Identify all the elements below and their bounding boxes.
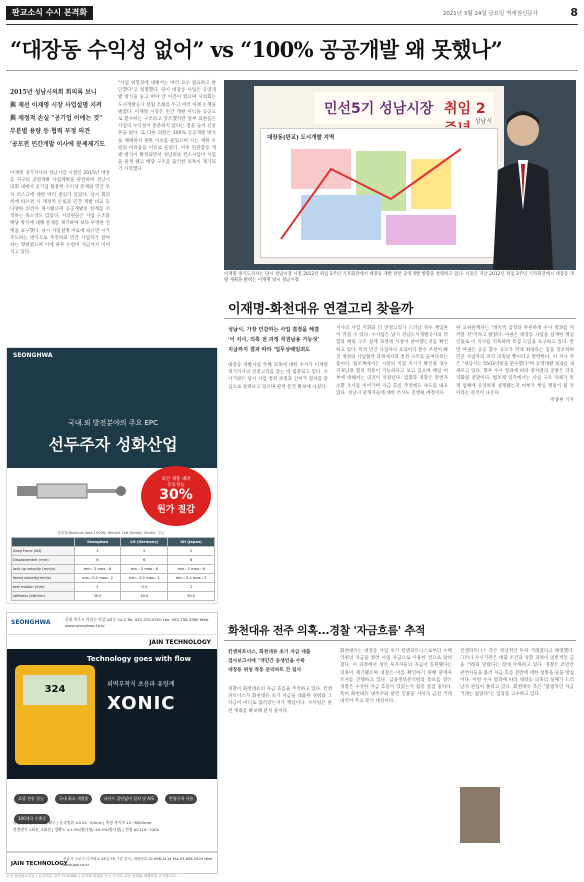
table-cell: 6 (121, 556, 168, 565)
table-cell: 30.0 (74, 592, 121, 601)
backdrop-banner (314, 92, 494, 124)
feature-chip: 100개국 수출중 (14, 814, 50, 824)
map-graphic (261, 129, 499, 259)
footer-brand: JAIN TECHNOLOGY (11, 861, 68, 867)
section-tag: 판교소식 수시 본격화 (6, 6, 93, 20)
section-subhead: 이재명-화천대유 연결고리 찾을까 (228, 302, 414, 317)
table-cell: 6 (168, 556, 215, 565)
feature-chip: 반영구적 사용 (165, 794, 197, 804)
table-cell: 2 (168, 547, 215, 556)
badge-percent: 30% (159, 487, 193, 503)
table-row (12, 547, 215, 556)
table-cell: 1 (74, 583, 121, 592)
lede-line: 지금까지 결과 따라 '업무상배임죄도 (228, 347, 311, 353)
news-photo (224, 80, 576, 270)
col1-lede (10, 86, 106, 151)
feature-chip: 파이프 절단없이 설치 및 A/S (100, 794, 158, 804)
table-cell: Displacement (mm) (12, 556, 75, 565)
col3-lede (228, 325, 328, 355)
ad-hero (7, 348, 218, 468)
table-header (12, 538, 75, 547)
col6-lede (228, 648, 332, 675)
main-headline: “대장동 수익성 없어” vs “100% 공공개발 왜 못했나” (10, 37, 503, 62)
table-cell: 6 (74, 556, 121, 565)
spec-table (11, 537, 215, 601)
second-subhead: 화천대유 전주 의혹...경찰 '자금흐름' 추적 (228, 624, 426, 637)
col5-body: 한 고위관계자는 "정치적 입장과 무관하게 수사 결과를 지켜볼 것"이라고 밝혔다. 야권은 대장동 사업을 설계한 핵심 인물로 이 지사를 지목하며 특검 도입을 요구하고 있다. 반면 여권은 공공 환수 규모가 역대 최대라는 점을 강조하며 민간 사업자의 비리 의혹일 뿐이라고 반박한다. 이 지사 측은 "성남시는 5503억원을 환수했다"며 공영개발 성과를 내세우고 있다. 향후 수사 결과에 따라 정치권의 공방은 더욱 격화될 전망이다. 법조계 일각에서는 사업 구조 자체가 특정 업체에 유리하게 설계됐는지 여부가 핵심 쟁점이 될 것이라는 분석이 나온다. (456, 326, 574, 396)
table-cell: min.: 2 max.: 6 (74, 565, 121, 574)
spec-line: 측정방식 1회선, 2회선 | 정확도 ±1.0%(방사형) ±0.5%(방사형) | 전원 AC110~220V (13, 827, 160, 832)
col5 (456, 325, 574, 404)
lede-line: '이 지사, 의혹 전 과정 직권남용 가능성' (228, 337, 319, 343)
lede-line: 무분별 용량 등 협력 부정 의견 (10, 128, 90, 135)
ad-product-desc: 외벽부착식 초음파 유량계 (107, 681, 175, 688)
badge-line: 외산 제품 대비 (161, 477, 191, 482)
table-cell: Drag Force (kN) (12, 547, 75, 556)
ad-brand: SEONGHWA (11, 619, 51, 626)
table-row (12, 592, 215, 601)
lede-line: 대장동 위성 작동 분리파트 간 일사 (228, 667, 302, 673)
ad-tagline: Technology goes with flow (87, 655, 192, 663)
map-label: 대장동(판교) 도시개발 지역 (267, 135, 335, 141)
table-cell: 0.5 (121, 583, 168, 592)
table-row (12, 565, 215, 574)
table-cell: 30.0 (168, 592, 215, 601)
spec-list (13, 819, 213, 833)
table-cell: lock up velocity (mm/s) (12, 565, 75, 574)
ad-address: 본점 전주시 덕진구 이상 4과동 24-2 Tel. 055-370-0200 Fax. 055-758-3960 Web. www.seonghwa.co.kr (65, 617, 210, 628)
ad-product-name: XONIC (107, 693, 176, 714)
ad-brand: SEONGHWA (13, 352, 53, 359)
development-map (260, 128, 498, 258)
lede-line: 與 재선 이재명 시장 사업설명 지켜 (10, 102, 102, 109)
second-rule (224, 640, 576, 641)
ad-header (7, 613, 218, 635)
col1-body: 이재명 경기지사의 성남시장 시절인 2015년 대장동 지구의 공영개발 사업계획을 관련하여 성남시의회 내에서 공기업 활용한 수익성 문제와 민간 투자 리스크에 대한 여러 질의가 있었다. 당시 회의록에 따르면 시 재정적 손실과 민간 개발 비교 등 다양한 의견이 제시됐으며 공공개발의 한계를 지적하는 목소리도 있었다. 시의원들은 사업 구조와 배당 방식에 대해 문제를 제기하며 보다 투명한 진행을 요구했다. 당시 사업설명 자료에 따르면 시가 주도하는 방식으로 추진하되 민간 사업자가 참여하는 형태였으며 이에 따른 논란이 지금까지 이어지고 있다. (10, 171, 110, 256)
lede-line: 검사보고서에 "개인간 동생인을 수록 (228, 658, 306, 664)
flowmeter-device-icon (15, 665, 95, 765)
table-cell: test motion (mm) (12, 583, 75, 592)
feature-chip: 초당 전송 성능 (14, 794, 48, 804)
spec-line: 측정대상 상수, 하수, 폐수 | 유속범위 ±0.02~20m/s | 측정 사이즈 12~6000mm (13, 820, 152, 825)
lede-line: 성남시, 가장 민감하는 사업 결정을 해결 (228, 327, 320, 333)
table-header: SH (Japan) (168, 538, 215, 547)
lede-line: 與 재정적 손실 "공기업 이에는 것" (10, 115, 103, 122)
ad-jain-xonic[interactable] (6, 612, 218, 874)
speaker-figure (488, 100, 558, 270)
table-row (12, 583, 215, 592)
feature-chip: 국내 최초 개발품 (55, 794, 93, 804)
col2-body: "사업 위험성에 대해서는 여러 요구 필요하고 판단했다"고 설명했다. 당시 대장동 사업은 공영개발 방식을 놓고 여야 간 이견이 컸으며 시의회는 도시개발공사 설립 조례를 두고 여러 차례 논쟁을 벌였다. 이재명 시장은 민간 개발 이익을 공공으로 환수하는 구조라고 강조했지만 일부 의원들은 사업의 수익성이 충분하지 않다는 점을 들어 신중론을 폈다. 또 다른 의원은 100% 공공개발 방식을 채택하지 못한 이유를 물었으며 시는 재원 조달의 어려움을 이유로 들었다. 이후 민관합동 개발 방식이 확정되면서 성남의뜰 컨소시엄이 사업을 맡게 됐고 배당 구조를 둘러싼 의혹이 제기되기 시작했다. (118, 81, 216, 173)
table-cell: 30.0 (121, 592, 168, 601)
table-cell: min.: 0.2 max.: 2 (74, 574, 121, 583)
col7-body: 화천대유는 대장동 사업 초기 킨앤파트너스로부터 수백억원의 자금을 빌려 사업 자금으로 사용한 것으로 알려졌다. 이 과정에서 개인 투자자들의 자금이 동원됐다는 의혹이 제기됐으며 경찰은 이를 확인하기 위해 관계자 조사를 진행하고 있다. 금융정보분석원의 통보를 받은 경찰은 수상한 자금 흐름이 있었는지 집중 점검 중이다. 특히 화천대유 대주주와 관련 인물들 사이의 금전 거래 내역이 주요 분석 대상이다. (340, 649, 452, 705)
table-header: LH (Germany) (121, 538, 168, 547)
page-footer: 주간 성남판교신문 | 등록번호 경기 아 00000 | 본지에 게재된 모든 기사의 무단 전재와 재배포를 금지합니다. (6, 874, 177, 878)
table-cell: min.: 2 max.: 6 (168, 565, 215, 574)
jain-logo: JAIN TECHNOLOGY (149, 639, 211, 646)
banner-subtitle: 취임 2 (444, 101, 486, 117)
ad-hero-small: 국내.외 발전분야의 주요 EPC (67, 419, 159, 427)
photo-caption: 이재명 경기도지사는 당시 성남시장 시절 2012년 취임 2주년 기자회견에서 대장동 개발 관련 공영개발 방향을 설명하고 있다. 사진은 지난 2012년 취임 2주년 기자회견에서 대장동 개발 계획을 밝히는 이재명 당시 성남시장. (224, 272, 574, 283)
badge-line: 동등성능 (167, 483, 185, 488)
issue-date: 2021년 3월 24일 금요일 역세권신문사 (442, 11, 538, 17)
footer-address: 서울시 구로구 디지털로 33길 55, 7층 본사, 대표번호 02-856-4114 Fax 02-856-9303 Web www.jain.co.kr (63, 857, 213, 867)
top-bar (6, 6, 578, 22)
ad-footer (7, 851, 218, 874)
badge-line: 원가 절감 (157, 505, 195, 515)
table-row (12, 556, 215, 565)
table-cell: min.: 2 max.: 6 (121, 565, 168, 574)
reporter-photo (460, 787, 500, 843)
table-cell: 2 (168, 583, 215, 592)
table-cell: min.: 0.2 max.: 2 (121, 574, 168, 583)
savings-badge (141, 466, 211, 526)
ad-seonghwa[interactable] (6, 347, 218, 604)
press-backdrop (254, 86, 504, 264)
table-cell: stiffness (kN/mm) (12, 592, 75, 601)
col3-body: 대장동 개발사업 특혜 의혹에 대한 수사가 이재명 경기지사의 연결고리를 찾는 데 집중되고 있다. 수사기관은 당시 사업 결정 과정과 인허가 절차를 중심으로 살펴보고 있으며 관련 문건 확보에 나섰다. (228, 363, 328, 390)
table-cell: 2 (121, 547, 168, 556)
headline-rule (6, 70, 578, 71)
table-header: Seonghwa (74, 538, 121, 547)
device-screen: 324 (23, 675, 87, 705)
top-rule (6, 24, 578, 25)
lede-line: '공모전 민간개발 이사에 문제제기도 (10, 141, 106, 148)
table-cell: 2 (74, 547, 121, 556)
col8-body: 킨앤파트너스 측은 정상적인 투자 거래였다고 해명했다. 그러나 수사기관은 대출 조건과 상환 과정이 일반적인 금융 거래와 달랐다는 점에 주목하고 있다. 경찰은 조만간 관련자들을 불러 자금 흐름 전반에 대한 설명을 들을 방침이다. 이번 수사 결과에 따라 대장동 의혹의 실체가 드러날지 관심이 쏠리고 있다. 화천대유 측은 "불법적인 자금 거래는 없었다"는 입장을 고수하고 있다. (460, 649, 574, 698)
table-cell: bleed velocity(mm/s) (12, 574, 75, 583)
col4-body: 지사의 사업 지휘와 더 연결고리가 드러날 경우 책임론이 커질 수 있다. 수사팀은 당시 성남도시개발공사의 역할과 배당 구조 설계 과정에 시장이 관여했는지를 확인하고 있다. 특히 민간 사업자의 초과이익 환수 조항이 빠진 경위와 사업협약 과정에서의 결정 구조를 들여다보는 중이다. 법조계에서는 시장의 직접 지시가 확인될 경우 직권남용 혐의 적용이 가능하다고 보고 있으며 배임 여부에 대해서는 의견이 엇갈린다. 검찰과 경찰은 관련자 소환 조사를 이어가며 자금 흐름 추적에도 속도를 내고 있다. 성남시 관계자들에 대한 조사도 진행될 예정이다. (336, 326, 448, 396)
lede-line: 킨앤파트너스, 화천대유 초기 자금 대출 (228, 649, 311, 655)
damper-product-icon (17, 476, 127, 506)
subhead-rule (224, 318, 576, 319)
ad-hero (7, 649, 218, 779)
ad-hero-title: 선두주자 성화산업 (48, 435, 178, 454)
lede-line: 2015년 성남시의회 회의록 보니 (10, 89, 97, 96)
banner-title: 민선5기 성남시장 (324, 101, 434, 117)
city-seal: 성남시 (474, 118, 492, 125)
page-number: 8 (570, 6, 578, 19)
byline: 박종현 기자 (550, 398, 574, 404)
table-cell: min.: 0.2 max.: 2 (168, 574, 215, 583)
col6-body: 경찰이 화천대유의 자금 흐름을 추적하고 있다. 킨앤파트너스가 화천대유 초기 자금을 대출한 경위와 그 자금이 어디로 흘러갔는지가 핵심이다. 수사팀은 관련 계좌를 확보해 분석 중이다. (228, 687, 332, 714)
table-row (12, 574, 215, 583)
spec-table-title: 성화형(Nominal load 1000N, Weight 1kN,Stroke) Stroke: 가능 (57, 531, 165, 535)
